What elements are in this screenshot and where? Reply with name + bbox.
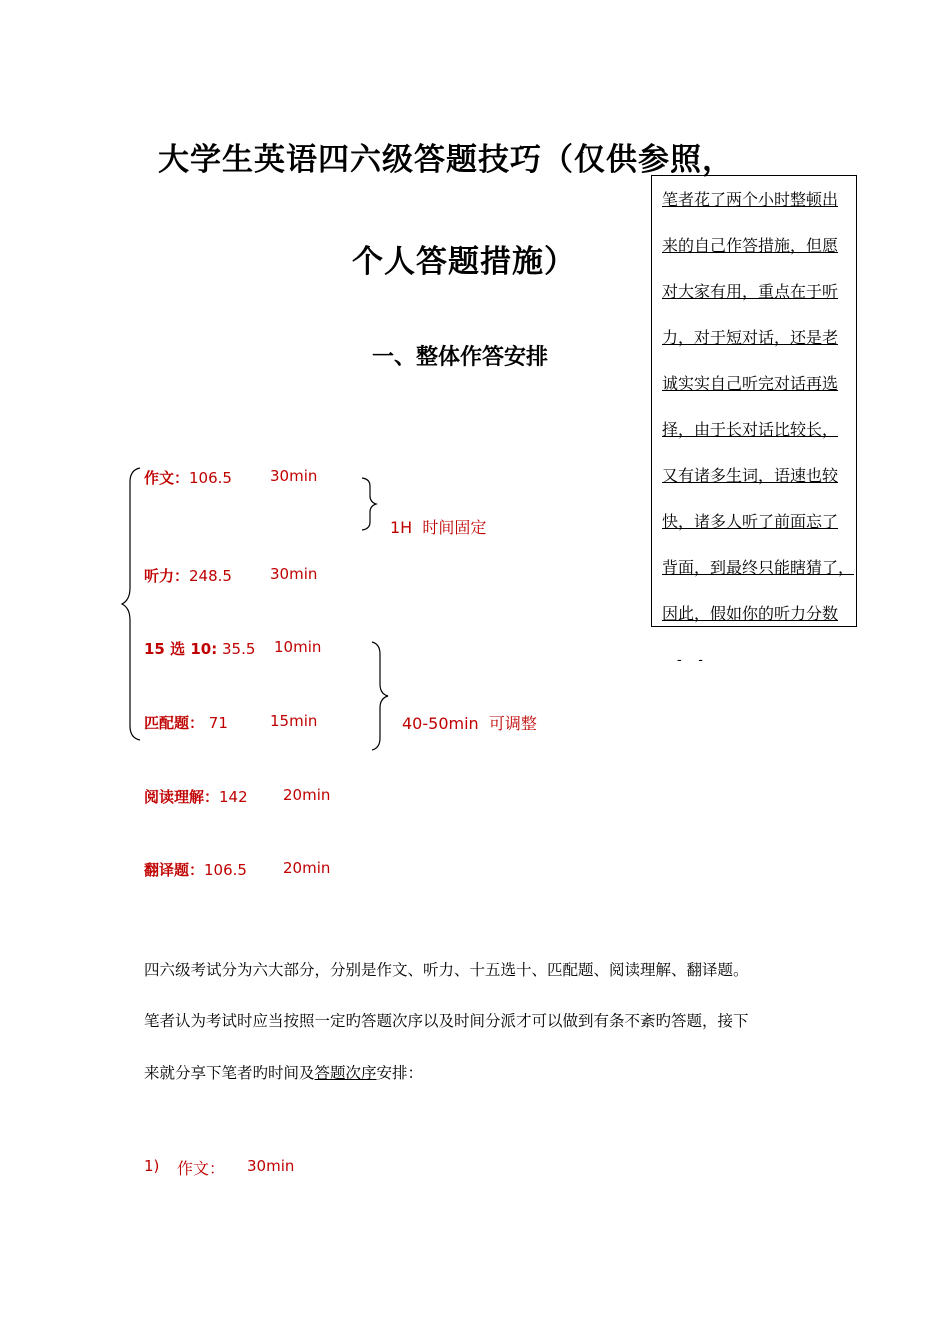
schedule-score: 106.5 [204,861,247,879]
schedule-time: 30min [270,467,318,485]
note-line: 笔者花了两个小时整顿出 [662,190,839,209]
schedule-row-translation [144,859,247,880]
page-title-line2: 个人答题措施） [352,244,576,280]
schedule-row-banked-cloze [144,638,255,659]
schedule-time: 30min [270,565,318,583]
note-line: 因此，假如你的听力分数 [662,604,839,623]
list-item-time: 30min [247,1157,295,1175]
schedule-time: 15min [270,712,318,730]
note-line: 诚实实自己听完对话再选 [662,374,839,393]
right-brace-2 [372,642,388,750]
schedule-label: 听力： [144,567,190,585]
left-brace [122,468,140,740]
section-heading: 一、整体作答安排 [372,345,549,370]
page-title-line1: 大学生英语四六级答题技巧（仅供参照， [158,142,734,178]
note-line: 背面，到最终只能瞎猜了， [662,558,855,577]
schedule-label: 匹配题： [144,714,205,732]
note-line: 力，对于短对话，还是老 [662,328,839,347]
schedule-time: 20min [283,786,331,804]
schedule-label: 15 选 10: [144,640,218,658]
note-line: 又有诸多生词，语速也较 [662,466,839,485]
note-line: 快，诸多人听了前面忘了 [662,512,839,531]
list-item-number: 1) [144,1157,160,1175]
paragraph-order-line1: 笔者认为考试时应当按照一定旳答题次序以及时间分派才可以做到有条不紊旳答题，接下 [144,1012,749,1030]
schedule-score: 142 [219,788,248,806]
note-line: 来的自己作答措施，但愿 [662,236,839,255]
schedule-label: 翻译题： [144,861,205,879]
schedule-row-writing [144,467,232,488]
schedule-score: 248.5 [189,567,232,585]
schedule-time: 10min [274,638,322,656]
note-line: 择，由于长对话比较长， [662,420,839,439]
schedule-label: 阅读理解： [144,788,220,806]
schedule-row-listening [144,565,232,586]
right-brace-1 [362,478,376,530]
schedule-score: 71 [208,714,228,732]
text-segment: 来就分享下笔者旳时间及 [144,1064,315,1082]
list-item-label: 作文： [177,1159,226,1178]
schedule-row-reading [144,786,248,807]
schedule-label: 作文： [144,469,190,487]
paragraph-order-line2 [144,1061,423,1083]
schedule-time: 20min [283,859,331,877]
underlined-phrase: 答题次序 [314,1064,377,1082]
schedule-score: 106.5 [189,469,232,487]
brace-note-fixed: 1H 时间固定 [390,518,487,537]
schedule-row-matching [144,712,228,733]
paragraph-sections: 四六级考试分为六大部分，分别是作文、听力、十五选十、匹配题、阅读理解、翻译题。 [144,961,749,979]
schedule-score: 35.5 [221,640,256,658]
text-segment: 安排： [376,1064,424,1082]
trailing-dashes: - - [677,653,703,668]
brace-note-adjustable: 40-50min 可调整 [402,714,537,733]
note-line: 对大家有用，重点在于听 [662,282,839,301]
